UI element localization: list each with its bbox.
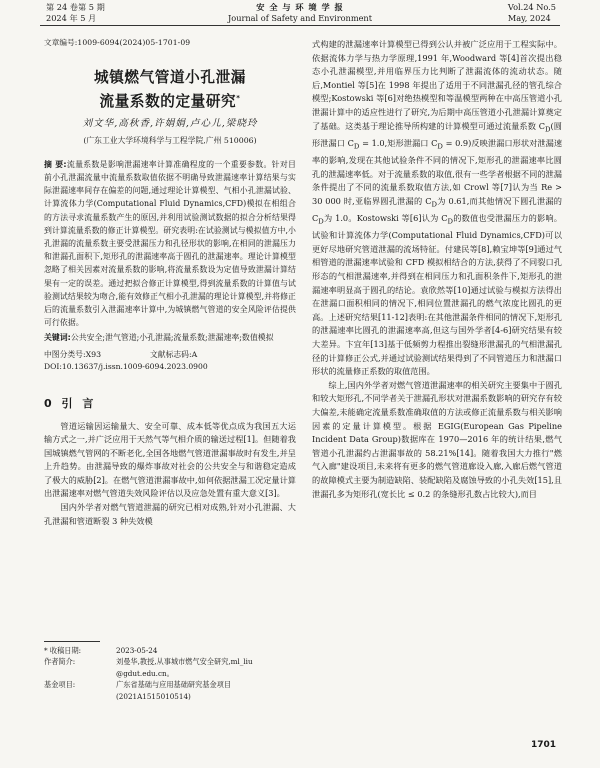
document-code: 文献标志码:A <box>150 349 198 359</box>
footnote-fund <box>44 679 296 690</box>
rp1-d: = 0.9)反映泄漏口形状对泄漏速率的影响,发现在其他试验条件不同的情况下,矩形孔的泄漏速率比圆孔的泄漏速率低。对于流量系数的取值,很有一些学者根据不同的泄漏条件提出了不同的流量系数取值方法,如 Crowl 等[7]认为当 Re > 30 000 时,亚临界圆孔泄漏的 C <box>312 137 563 206</box>
running-header <box>0 0 600 26</box>
rp1-c: = 1.0,矩形泄漏口 C <box>359 137 438 148</box>
intro-paragraph-1: 管道运输因运输量大、安全可靠、成本低等优点成为我国五大运输方式之一,并广泛应用于天然气等气相介质的输送过程[1]。但随着我国城镇燃气管网的不断老化,全国各地燃气管道泄漏事故时有发生,并呈上升趋势。由泄漏导致的爆炸事故对社会的公共安全与和谐稳定造成了极大的威胁[2]。在燃气管道泄漏事故中,如何依据泄漏工况定量计算出泄漏速率对燃气管道失效风险评估以及应急处置有重大意义[3]。 <box>44 420 296 499</box>
footnote-author-cont <box>44 668 296 679</box>
title-line-2-text: 流量系数的定量研究 <box>99 92 237 110</box>
footnote-fund-cont <box>44 691 296 702</box>
header-rule <box>40 25 560 26</box>
header-right <box>508 2 556 23</box>
journal-name-cn: 安 全 与 环 境 学 报 <box>256 2 344 12</box>
classification-row <box>44 348 296 361</box>
author-bio-line-2: @gdut.edu.cn。 <box>116 668 174 678</box>
cd-sub-6: D <box>447 217 454 226</box>
received-date: 2023-05-24 <box>116 646 158 655</box>
cd-sub-3: D <box>437 142 443 151</box>
footnote-author <box>44 656 296 667</box>
right-paragraph-2: 综上,国内外学者对燃气管道泄漏速率的相关研究主要集中于圆孔和较大矩形孔,不同学者关于泄漏孔形状对泄漏系数影响的研究存有较大偏差,未能确定流量系数准确取值的方法或修正流量系数与相关影响因素的定量计算模型。根据 EGIG(European Gas Pipeline Incident Data Group)数据库在 1970—2016 年的统计结果,燃气管道小孔泄漏约占泄漏事故的 58.21%[14]。随着我国大力推行"燃气入廊"建设项目,未来将有更多的燃气管道廊设入廊,入廊后燃气管道的故障模式主要为制造缺陷、装配缺陷及腐蚀导致的小孔失效[15],且泄漏孔多为矩形孔(宽长比 ≤ 0.2 的条缝形孔数占比较大),而目 <box>312 379 562 499</box>
rp1-g: 的数值也受泄漏压力的影响。试验和计算流体力学(Computational Fluid Dynamics,CFD)可以更好尽地研究管道泄漏的流场特征。付建民等[8],赖宝坤等[9]通过气相管道的泄漏速率试验和 CFD 模拟相结合的方法,获得了不同裂口孔形态的气相泄漏速率,并得到在相同压力和孔面积条件下,矩形孔的泄漏速率明显高于圆孔的结论。袁欣然等[10]通过试验与模拟方法得出在泄漏口面积相同的情况下,相同位置泄漏孔的燃气浓度比圆孔的更高。上述研究结果[11-12]表明:在其他泄漏条件相同的情况下,矩形孔的泄漏速率比圆孔的泄漏速率高,但这与国外学者[4-6]研究结果有较大差异。卞宜年[13]基于低频剪力程推出裂缝形泄漏孔的气相泄漏孔径的计算修正公式,并通过试验测试结果得到了不同管道压力和泄漏口形状的流量修正系数的取值范围。 <box>312 213 562 377</box>
cd-sub-2: D <box>353 142 360 151</box>
rp1-e: 为 0.61,而其他情况下圆孔泄漏的 C <box>312 195 562 224</box>
footnote-rule <box>44 641 100 642</box>
header-center <box>180 2 420 23</box>
footnote <box>44 645 296 702</box>
header-date-en: May, 2024 <box>507 12 551 23</box>
rp1-b: (圆形泄漏口 C <box>312 120 562 148</box>
keywords <box>44 332 296 344</box>
header-date-cn: 2024 年 5 月 <box>46 12 97 23</box>
title-footnote-mark: * <box>236 94 241 102</box>
affiliation: (广东工业大学环境科学与工程学院,广州 510006) <box>83 135 257 145</box>
header-left <box>46 2 105 23</box>
keywords-text: 公共安全;泄气管道;小孔泄漏;流量系数;泄漏速率;数值模拟 <box>70 332 274 342</box>
cd-sub-4: D <box>431 200 437 209</box>
author-bio-label: 作者简介: <box>44 657 76 667</box>
right-column <box>312 38 562 501</box>
intro-paragraph-2: 国内外学者对燃气管道泄漏的研究已相对成熟,针对小孔泄漏、大孔泄漏和管道断裂 3 种失效模 <box>44 502 296 526</box>
doi: DOI:10.13637/j.issn.1009-6094.2023.0900 <box>44 361 208 371</box>
title-line-2 <box>44 88 296 112</box>
section-heading-introduction: 0 引 言 <box>44 396 97 410</box>
cd-sub-1: D <box>545 125 551 134</box>
rp1-a: 式构建的泄漏速率计算模型已得到公认并被广泛应用于工程实际中。依据流体力学与热力学原理,1991 年,Woodward 等[4]首次提出稳态小孔泄漏模型,并用临界压力比判断了泄漏流体的流动状态。随后,Montiel 等[5]在 1998 年提出了适用于不同泄漏孔径的管孔综合模型;Kostowski 等[6]对绝热模型和等温模型两种在中高压管道小孔泄漏计算中的适应性进行了研究,为后期中高压管道小孔泄漏计算奠定了基础。这类基于理论推导所构建的计算模型可通过流量系数 C <box>312 39 562 131</box>
cd-sub-5: D <box>318 217 324 226</box>
fund-line-2: (2021A1515010514) <box>116 691 191 701</box>
keywords-label: 关键词: <box>44 332 71 342</box>
footnote-received <box>44 645 296 656</box>
right-paragraph-1 <box>312 38 562 379</box>
page-number: 1701 <box>530 740 556 750</box>
abstract <box>44 158 296 330</box>
clc-number: 中图分类号:X93 <box>44 349 102 359</box>
fund-label: 基金项目: <box>44 680 76 690</box>
journal-name-en: Journal of Safety and Environment <box>227 12 372 23</box>
left-column <box>44 38 296 528</box>
paper-title <box>44 68 296 112</box>
authors: 刘文华,高秋香,许娟娟,卢心儿,梁晓玲 <box>82 117 258 129</box>
article-number: 文章编号:1009-6094(2024)05-1701-09 <box>44 38 191 47</box>
fund-line-1: 广东省基础与应用基础研究基金项目 <box>116 680 232 690</box>
header-volume-cn: 第 24 卷第 5 期 <box>46 2 105 12</box>
received-label: * 收稿日期: <box>44 646 82 655</box>
abstract-label: 摘 要: <box>44 159 67 169</box>
title-line-1: 城镇燃气管道小孔泄漏 <box>94 69 246 86</box>
abstract-text: 流量系数是影响泄漏速率计算准确程度的一个重要参数。针对目前小孔泄漏流量中流量系数取值依据不明确导致泄漏速率计算结果与实际泄漏速率间存在偏差的问题,通过理论计算模型、气相小孔泄漏试验、计算流体力学(Computational Fluid Dynamics,CFD)模拟在相组合的方法寻求流量系数产生的原因,并利用试验测试数据的拟合分析结果得到计算流量系数的修正计算模型。研究表明:在试验测试与模拟值方中,小孔泄漏的流量系数主要受泄漏压力和孔径形状的影响,在相同的泄漏压力和泄漏孔面积下,矩形孔的泄漏速率高于圆孔的泄漏速率。理论计算模型忽略了相关因素对流量系数的影响,将流量系数设为定值导致泄漏计算结果有一定的误差。通过把拟合修正计算模型,得到流量系数的计算值与试验测试结果较为吻合,能有效修正气相小孔泄漏的理论计算模型,并将修正后的流量系数引入泄漏速率计算中,为城镇燃气管道的安全风险评估提供可行依据。 <box>44 159 296 328</box>
author-bio-line-1: 刘曼华,教授,从事城市燃气安全研究,ml_liu <box>116 657 253 667</box>
rp1-f: 为 1.0。Kostowski 等[6]认为 C <box>323 213 448 224</box>
header-volume-en: Vol.24 No.5 <box>507 2 556 12</box>
